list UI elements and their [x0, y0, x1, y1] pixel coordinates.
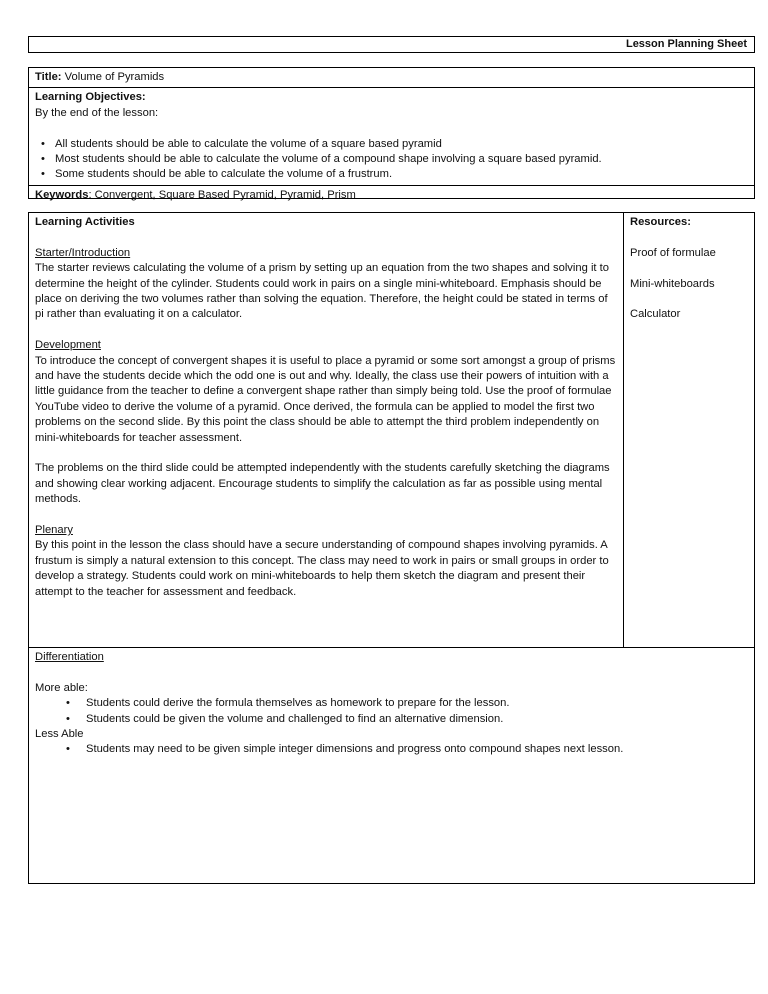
learning-activities-cell [29, 213, 624, 647]
development-heading: Development [35, 339, 101, 352]
starter-text: The starter reviews calculating the volume of a prism by setting up an equation from the two shapes and solving it to determine the height of the cylinder. Students could work in pairs on a single mini-whiteboard. Emphasis should be place on deriving the two volumes rather than solving the equation. Therefore, the height could be stated in terms of pi rather than evaluating it on a calculator. [35, 262, 609, 321]
lesson-info-table [28, 67, 755, 199]
more-able-label: More able: [35, 681, 88, 694]
keywords-row [29, 186, 754, 205]
sheet-title: Lesson Planning Sheet [625, 38, 747, 50]
more-able-list [35, 696, 748, 727]
objective-item: • All students should be able to calculate the volume of a square based pyramid [55, 137, 748, 152]
less-able-item: • Students may need to be given simple integer dimensions and progress onto compound shapes next lesson. [86, 742, 748, 757]
objective-item: • Some students should be able to calculate the volume of a frustrum. [55, 167, 748, 182]
title-row [29, 68, 754, 88]
activities-table [28, 212, 755, 884]
resources-heading: Resources: [630, 216, 691, 228]
header-box [28, 36, 755, 53]
starter-heading: Starter/Introduction [35, 246, 131, 259]
activities-heading: Learning Activities [35, 216, 135, 228]
resource-item: Mini-whiteboards [630, 277, 715, 290]
resource-item: Proof of formulae [630, 246, 716, 259]
development-text: To introduce the concept of convergent shapes it is useful to place a pyramid or some sort amongst a group of prisms and have the students decide which the odd one is out and why. Ideally, the class use their powers of intuition with a little guidance from the teacher to define a convergent shape rather than simply being told. Use the proof of formulae YouTube video to derive the volume of a pyramid. Once derived, the formula can be applied to model the first two problems on the second slide. By this point the class should be able to attempt the third problem independently on mini-whiteboards for teacher assessment. [35, 354, 616, 444]
title-value: Volume of Pyramids [64, 71, 165, 83]
title-label: Title: [35, 71, 62, 83]
objective-item: • Most students should be able to calculate the volume of a compound shape involving a square based pyramid. [55, 152, 748, 167]
objectives-intro: By the end of the lesson: [35, 106, 159, 119]
objectives-row [29, 88, 754, 185]
less-able-list [35, 742, 748, 757]
resources-cell [624, 213, 766, 651]
less-able-label: Less Able [35, 728, 84, 741]
keywords-label: Keywords [35, 188, 89, 201]
plenary-heading: Plenary [35, 524, 73, 537]
development-text-2: The problems on the third slide could be attempted independently with the students carefully sketching the diagrams and showing clear working adjacent. Encourage students to simplify the calculation as far as possible using mental methods. [35, 462, 610, 506]
differentiation-cell [29, 647, 754, 883]
objectives-heading: Learning Objectives: [35, 91, 146, 104]
resource-item: Calculator [630, 308, 681, 321]
keywords-value: : Convergent, Square Based Pyramid, Pyramid, Prism [88, 188, 356, 201]
objectives-list [35, 137, 748, 183]
differentiation-heading: Differentiation [35, 651, 104, 663]
more-able-item: • Students could be given the volume and challenged to find an alternative dimension. [86, 712, 748, 727]
more-able-item: • Students could derive the formula themselves as homework to prepare for the lesson. [86, 696, 748, 711]
plenary-text: By this point in the lesson the class should have a secure understanding of compound shapes involving pyramids. A frustum is simply a natural extension to this concept. The class may need to work in pairs or small groups in order to develop a strategy. Students could work on mini-whiteboards to help them sketch the diagram and present their attempt to the teacher for assessment and feedback. [35, 539, 609, 598]
